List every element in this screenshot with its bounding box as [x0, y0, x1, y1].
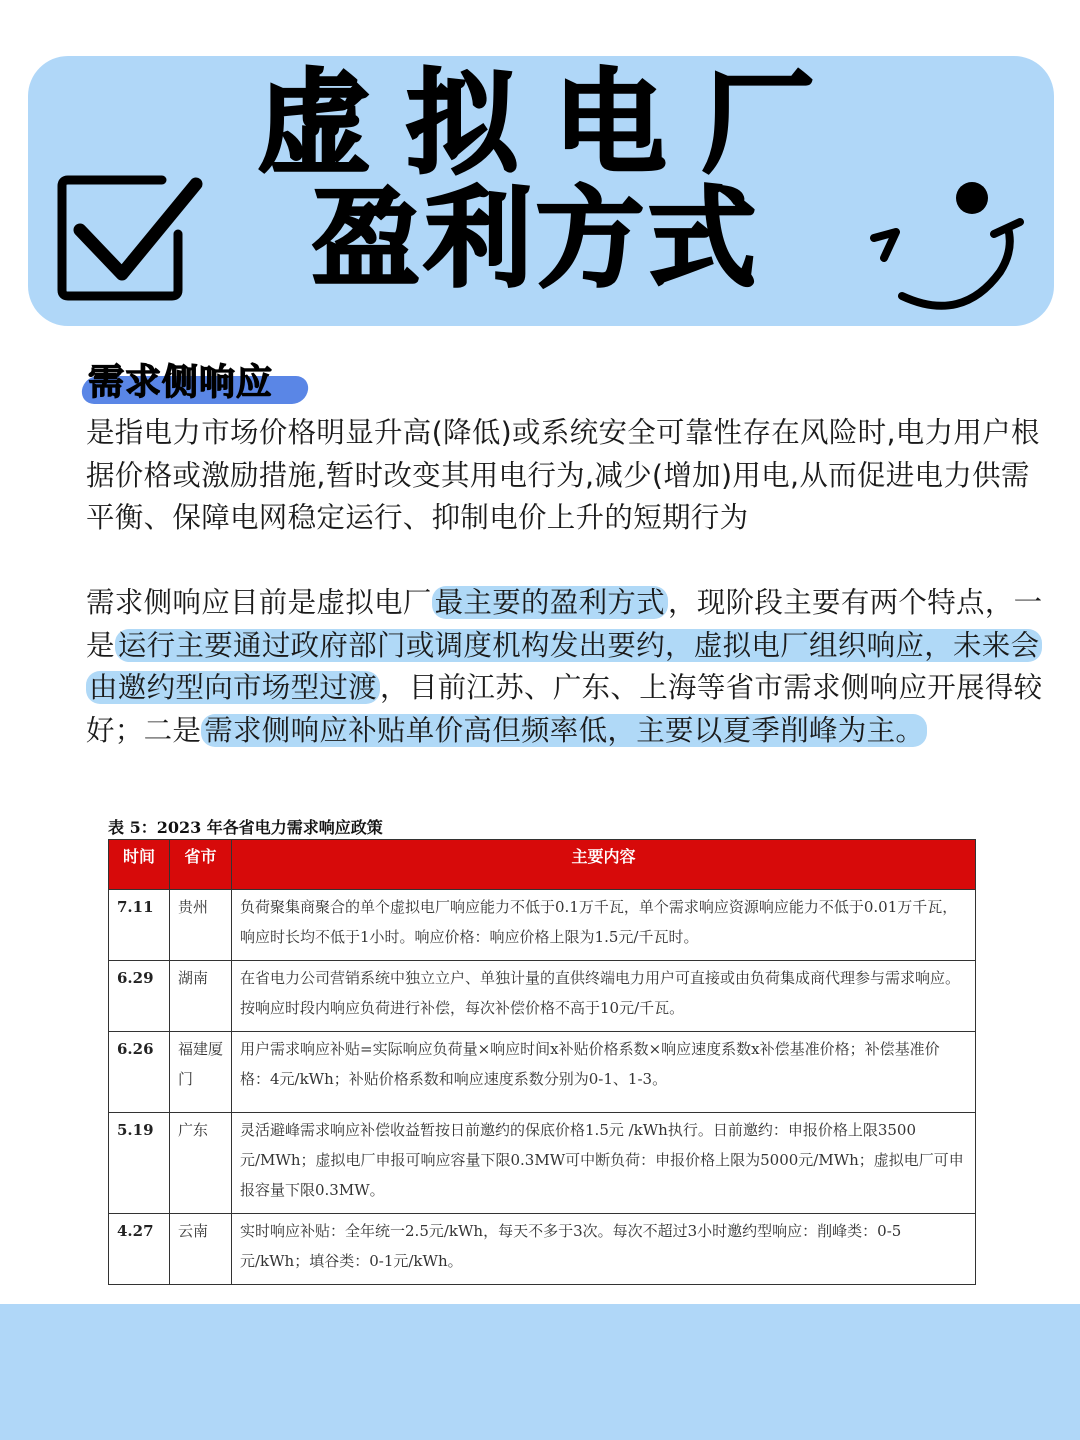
summary-text-1: 需求侧响应目前是虚拟电厂: [86, 586, 432, 619]
row-province: 云南: [170, 1214, 232, 1285]
table-caption: 表 5：2023 年各省电力需求响应政策: [108, 818, 383, 837]
table-row: [109, 890, 976, 961]
summary-paragraph: [86, 582, 1048, 752]
row-province: 福建厦门: [170, 1032, 232, 1113]
header-date: 时间: [109, 840, 170, 890]
summary-text-2: ，现阶段主要有两个特点，一是: [86, 586, 1043, 662]
title-line-1: 虚拟电厂: [258, 59, 850, 189]
table-row: [109, 1214, 976, 1285]
row-date: 5.19: [109, 1113, 170, 1214]
title-line-2: 盈利方式: [312, 177, 761, 302]
row-content: 负荷聚集商聚合的单个虚拟电厂响应能力不低于0.1万千瓦，单个需求响应资源响应能力不低于0.01万千瓦，响应时长均不低于1小时。响应价格：响应价格上限为1.5元/千瓦时。: [232, 890, 976, 961]
row-date: 6.29: [109, 961, 170, 1032]
row-content: 灵活避峰需求响应补偿收益暂按日前邀约的保底价格1.5元 /kWh执行。日前邀约：申报价格上限3500元/MWh；虚拟电厂申报可响应容量下限0.3MW可中断负荷：申报价格上限为5000元/MWh；虚拟电厂可申报容量下限0.3MW。: [232, 1113, 976, 1214]
section-heading-text: 需求侧响应: [88, 362, 274, 403]
header-content: 主要内容: [232, 840, 976, 890]
summary-highlight-1: 最主要的盈利方式: [432, 586, 668, 619]
row-content: 实时响应补贴：全年统一2.5元/kWh，每天不多于3次。每次不超过3小时邀约型响应：削峰类：0-5元/kWh；填谷类：0-1元/kWh。: [232, 1214, 976, 1285]
table-row: [109, 1113, 976, 1214]
header-province: 省市: [170, 840, 232, 890]
row-date: 4.27: [109, 1214, 170, 1285]
smiley-face-icon: [866, 176, 1026, 322]
summary-highlight-2: 运行主要通过政府部门或调度机构发出要约，虚拟电厂组织响应，未来会由邀约型向市场型过渡: [86, 629, 1042, 705]
table-row: [109, 961, 976, 1032]
definition-paragraph: 是指电力市场价格明显升高(降低)或系统安全可靠性存在风险时,电力用户根据价格或激励措施,暂时改变其用电行为,减少(增加)用电,从而促进电力供需平衡、保障电网稳定运行、抑制电价上升的短期行为: [86, 416, 1040, 534]
summary-highlight-3: 需求侧响应补贴单价高但频率低，主要以夏季削峰为主。: [201, 714, 927, 747]
row-province: 贵州: [170, 890, 232, 961]
footer-band: [0, 1304, 1080, 1440]
summary-text-3: ，目前江苏、广东、上海等省市需求侧响应开展得较好；二是: [86, 671, 1043, 747]
row-date: 6.26: [109, 1032, 170, 1113]
policy-table: [108, 839, 976, 1285]
row-province: 湖南: [170, 961, 232, 1032]
row-content: 在省电力公司营销系统中独立立户、单独计量的直供终端电力用户可直接或由负荷集成商代理参与需求响应。按响应时段内响应负荷进行补偿，每次补偿价格不高于10元/千瓦。: [232, 961, 976, 1032]
row-date: 7.11: [109, 890, 170, 961]
checkbox-check-icon: [56, 170, 206, 306]
row-province: 广东: [170, 1113, 232, 1214]
section-heading: [80, 350, 310, 412]
row-content: 用户需求响应补贴=实际响应负荷量×响应时间x补贴价格系数×响应速度系数x补偿基准价格；补偿基准价格：4元/kWh；补贴价格系数和响应速度系数分别为0-1、1-3。: [232, 1032, 976, 1113]
table-row: [109, 1032, 976, 1113]
table-header-row: [109, 840, 976, 890]
